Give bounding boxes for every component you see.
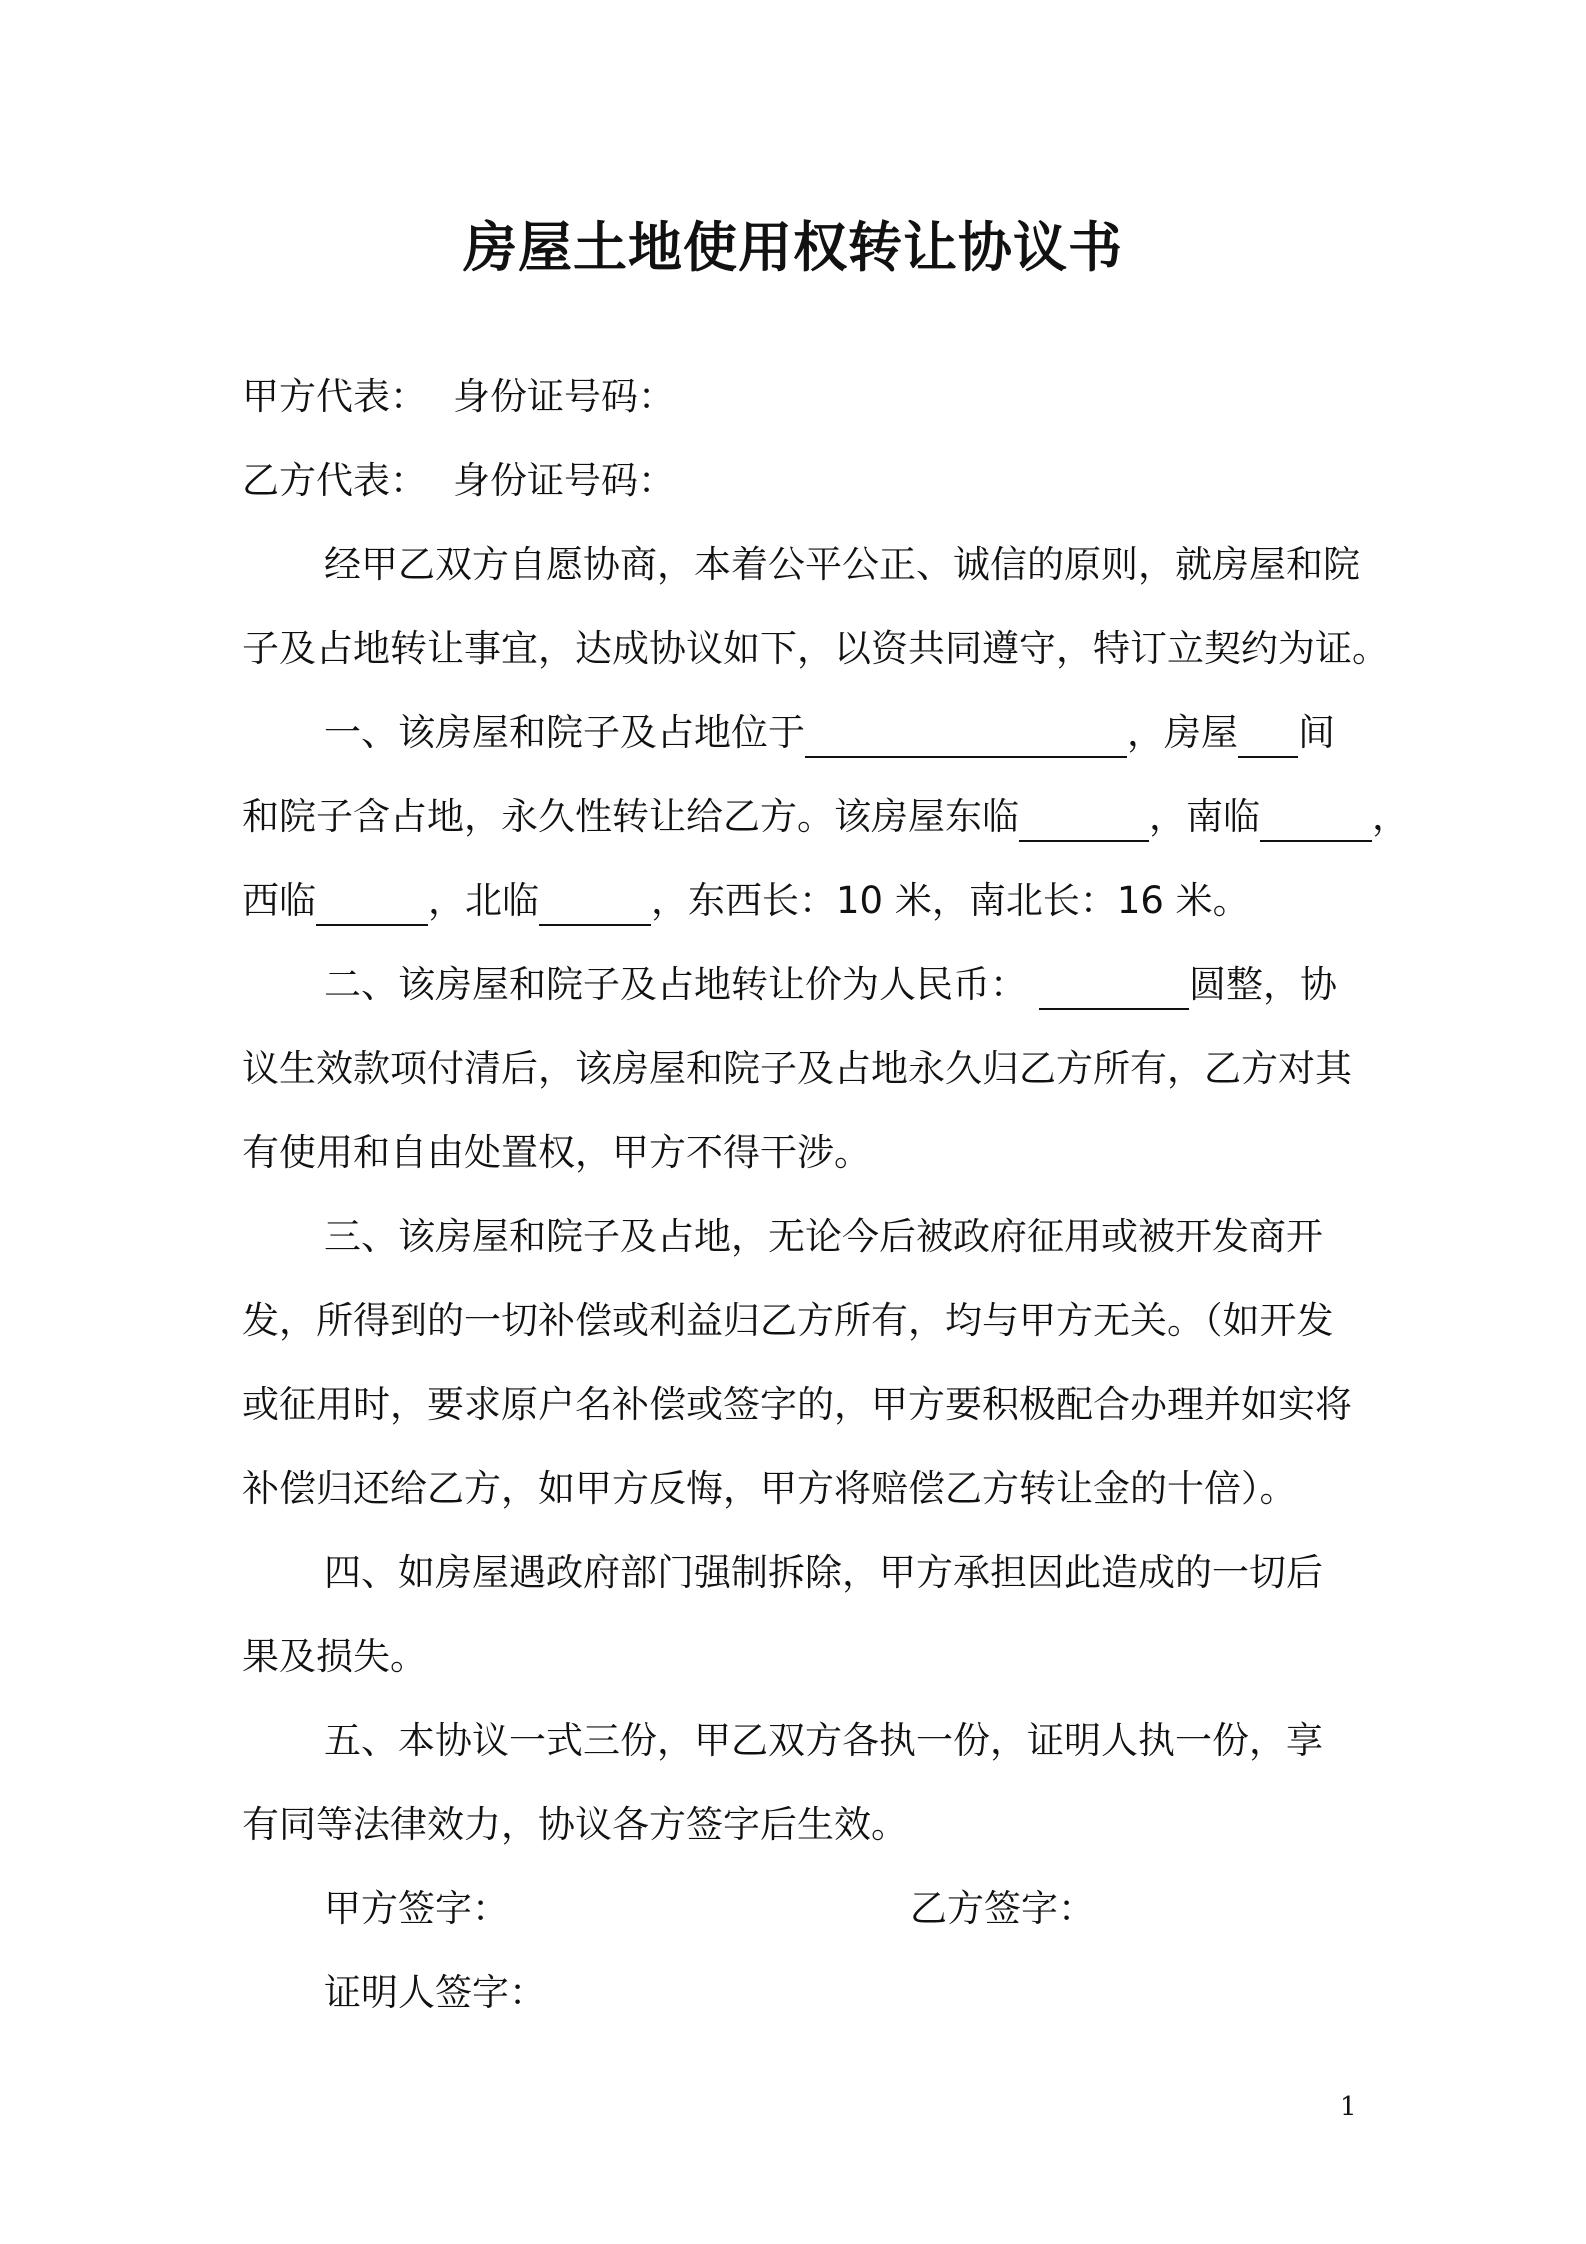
party-a-signature-label: 甲方签字： bbox=[324, 1887, 509, 1930]
clause3-line-1: 三、该房屋和院子及占地，无论今后被政府征用或被开发商开 bbox=[324, 1215, 1323, 1258]
clause5-line-2: 有同等法律效力，协议各方签字后生效。 bbox=[242, 1803, 908, 1846]
clause1-text-h: ，北临 bbox=[428, 879, 539, 922]
party-a-line bbox=[242, 372, 675, 422]
rooms-blank bbox=[1238, 712, 1298, 758]
clause3-line-2: 发，所得到的一切补偿或利益归乙方所有，均与甲方无关。（如开发 bbox=[242, 1299, 1334, 1342]
clause4-line-1: 四、如房屋遇政府部门强制拆除，甲方承担因此造成的一切后 bbox=[324, 1551, 1323, 1594]
party-b-line bbox=[242, 456, 675, 506]
clause2-line-1 bbox=[324, 960, 1337, 1010]
clause3-line-4: 补偿归还给乙方，如甲方反悔，甲方将赔偿乙方转让金的十倍）。 bbox=[242, 1467, 1297, 1510]
west-blank bbox=[316, 880, 428, 926]
clause1-text-i: ，东西长：10 米，南北长：16 米。 bbox=[651, 879, 1250, 922]
clause1-line-3 bbox=[242, 876, 1250, 926]
clause1-text-a: 一、该房屋和院子及占地位于 bbox=[324, 711, 805, 754]
party-b-label: 乙方代表： bbox=[242, 459, 427, 502]
clause2-text-a: 二、该房屋和院子及占地转让价为人民币： bbox=[324, 963, 1027, 1006]
clause1-text-g: 西临 bbox=[242, 879, 316, 922]
location-blank bbox=[805, 712, 1127, 758]
clause1-line-1 bbox=[324, 708, 1335, 758]
east-blank bbox=[1019, 796, 1149, 842]
clause1-text-c: 间 bbox=[1298, 711, 1335, 754]
clause3-line-3: 或征用时，要求原户名补偿或签字的，甲方要积极配合办理并如实将 bbox=[242, 1383, 1352, 1426]
clause1-text-d: 和院子含占地，永久性转让给乙方。该房屋东临 bbox=[242, 795, 1019, 838]
intro-line-1: 经甲乙双方自愿协商，本着公平公正、诚信的原则，就房屋和院 bbox=[324, 543, 1360, 586]
party-a-label: 甲方代表： bbox=[242, 375, 427, 418]
page-number: 1 bbox=[1340, 2092, 1357, 2122]
clause2-text-b: 圆整，协 bbox=[1189, 963, 1337, 1006]
intro-line-2: 子及占地转让事宜，达成协议如下，以资共同遵守，特订立契约为证。 bbox=[242, 627, 1389, 670]
clause1-text-f: ， bbox=[1372, 795, 1409, 838]
clause5-line-1: 五、本协议一式三份，甲乙双方各执一份，证明人执一份，享 bbox=[324, 1719, 1323, 1762]
clause1-text-b: ，房屋 bbox=[1127, 711, 1238, 754]
clause2-line-3: 有使用和自由处置权，甲方不得干涉。 bbox=[242, 1131, 871, 1174]
clause1-line-2 bbox=[242, 792, 1409, 842]
party-b-signature-label: 乙方签字： bbox=[910, 1887, 1095, 1930]
clause1-text-e: ，南临 bbox=[1149, 795, 1260, 838]
document-title: 房屋土地使用权转让协议书 bbox=[463, 216, 1123, 279]
north-blank bbox=[539, 880, 651, 926]
south-blank bbox=[1260, 796, 1372, 842]
party-a-id-label: 身份证号码： bbox=[453, 375, 675, 418]
price-blank bbox=[1039, 964, 1189, 1010]
party-b-id-label: 身份证号码： bbox=[453, 459, 675, 502]
witness-signature-label: 证明人签字： bbox=[324, 1971, 546, 2014]
clause4-line-2: 果及损失。 bbox=[242, 1635, 427, 1678]
clause2-line-2: 议生效款项付清后，该房屋和院子及占地永久归乙方所有，乙方对其 bbox=[242, 1047, 1352, 1090]
